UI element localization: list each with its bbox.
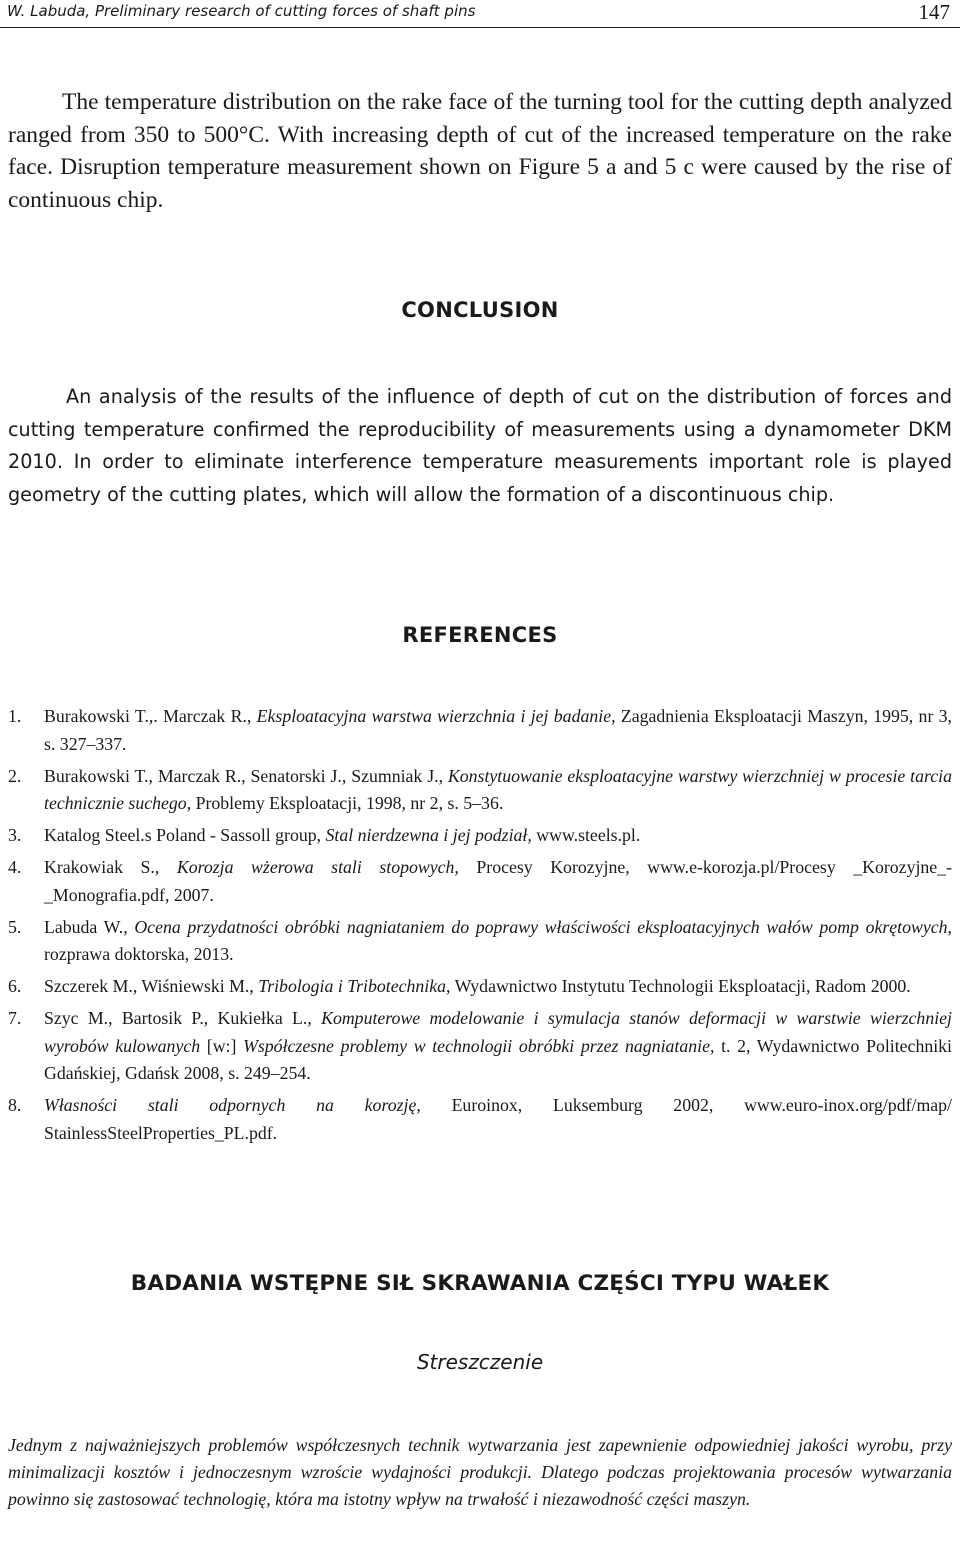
reference-authors: Burakowski T., Marczak R., Senatorski J., Szumniak J., (44, 765, 448, 786)
reference-authors: Labuda W., (44, 916, 135, 937)
reference-item (8, 1005, 952, 1088)
reference-title: Komputerowe modelowanie i symulacja stanów deformacji w warstwie wierzchniej wyrobów kulowanych (44, 1008, 952, 1056)
reference-title: Stal nierdzewna i jej podział, (325, 825, 532, 845)
reference-authors: Burakowski T.,. Marczak R., (44, 706, 257, 726)
reference-number: 6. (8, 976, 22, 996)
reference-connector: [w:] (200, 1035, 244, 1056)
reference-source: , Problemy Eksploatacji, 1998, nr 2, s. 5–36. (186, 793, 504, 813)
reference-book-title: Współczesne problemy w technologii obróbki przez nagniatanie, (243, 1035, 715, 1056)
reference-title: Ocena przydatności obróbki nagniataniem do poprawy właściwości eksploatacyjnych wałów pomp okrętowych (134, 916, 948, 937)
reference-item (8, 1092, 952, 1147)
intro-paragraph (8, 86, 952, 216)
reference-item (8, 854, 952, 909)
reference-source: t. 2, Wydawnictwo Politechniki Gdańskiej, Gdańsk 2008, s. 249–254. (44, 1035, 953, 1083)
reference-source: Procesy Korozyjne, www.e-korozja.pl/Procesy _Korozyjne_-_Monografia.pdf, 2007. (44, 857, 952, 905)
polish-subtitle: Streszczenie (416, 1350, 544, 1374)
polish-abstract: Jednym z najważniejszych problemów współczesnych technik wytwarzania jest zapewnienie odpowiedniej jakości wyrobu, przy minimalizacji kosztów i jednoczesnym wzroście wydajności produkcji. Dlatego podczas projektowania procesów wytwarzania powinno się zastosować technologię, która ma istotny wpływ na trwałość i niezawodność części maszyn. (8, 1435, 952, 1509)
page-number: 147 (918, 0, 950, 24)
reference-title: Eksploatacyjna warstwa wierzchnia i jej badanie (256, 706, 612, 726)
running-header (0, 0, 960, 28)
reference-source: , Wydawnictwo Instytutu Technologii Eksploatacji, Radom 2000. (446, 976, 911, 996)
reference-item (8, 914, 952, 969)
reference-source: www.steels.pl. (531, 825, 641, 845)
reference-item (8, 973, 952, 1001)
references-heading: REFERENCES (402, 623, 558, 647)
reference-item (8, 703, 952, 758)
reference-number: 8. (8, 1095, 22, 1115)
polish-title: BADANIA WSTĘPNE SIŁ SKRAWANIA CZĘŚCI TYPU WAŁEK (130, 1271, 830, 1296)
reference-title: Korozja wżerowa stali stopowych, (176, 857, 459, 877)
reference-number: 7. (8, 1008, 22, 1028)
reference-source: , rozprawa doktorska, 2013. (44, 916, 952, 964)
reference-authors: Szyc M., Bartosik P., Kukiełka L., (44, 1008, 322, 1028)
reference-number: 4. (8, 857, 22, 877)
reference-source: , Zagadnienia Eksploatacji Maszyn, 1995, nr 3, s. 327–337. (44, 706, 953, 754)
reference-authors: Katalog Steel.s Poland - Sassoll group, (44, 825, 326, 845)
reference-item (8, 822, 952, 850)
running-title: W. Labuda, Preliminary research of cutting forces of shaft pins (7, 2, 476, 20)
reference-title: Konstytuowanie eksploatacyjne warstwy wierzchniej w procesie tarcia technicznie suchego (44, 765, 952, 813)
references-list (8, 703, 952, 1152)
reference-number: 3. (8, 825, 22, 845)
reference-authors: Szczerek M., Wiśniewski M., (44, 976, 259, 996)
reference-number: 1. (8, 706, 22, 726)
conclusion-text: An analysis of the results of the influence of depth of cut on the distribution of forces and cutting temperature confirmed the reproducibility of measurements using a dynamometer DKM 2010. In order to eliminate interference temperature measurements important role is played geometry of the cutting plates, which will allow the formation of a discontinuous chip. (8, 385, 952, 506)
reference-title: Własności stali odpornych na korozję, (44, 1095, 421, 1115)
conclusion-paragraph (8, 381, 952, 511)
reference-title: Tribologia i Tribotechnika (258, 976, 446, 996)
conclusion-heading: CONCLUSION (401, 298, 559, 322)
reference-number: 2. (8, 765, 22, 786)
intro-paragraph-text: The temperature distribution on the rake face of the turning tool for the cutting depth analyzed ranged from 350 to 500°C. With increasing depth of cut of the increased temperature on the rake face. Disruption temperature measurement shown on Figure 5 a and 5 c were caused by the rise of continuous chip. (8, 89, 952, 213)
reference-authors: Krakowiak S., (44, 857, 177, 877)
reference-number: 5. (8, 916, 22, 937)
reference-item (8, 763, 952, 818)
reference-source: Euroinox, Luksemburg 2002, www.euro-inox.org/pdf/map/ StainlessSteelProperties_PL.pdf. (44, 1095, 952, 1143)
